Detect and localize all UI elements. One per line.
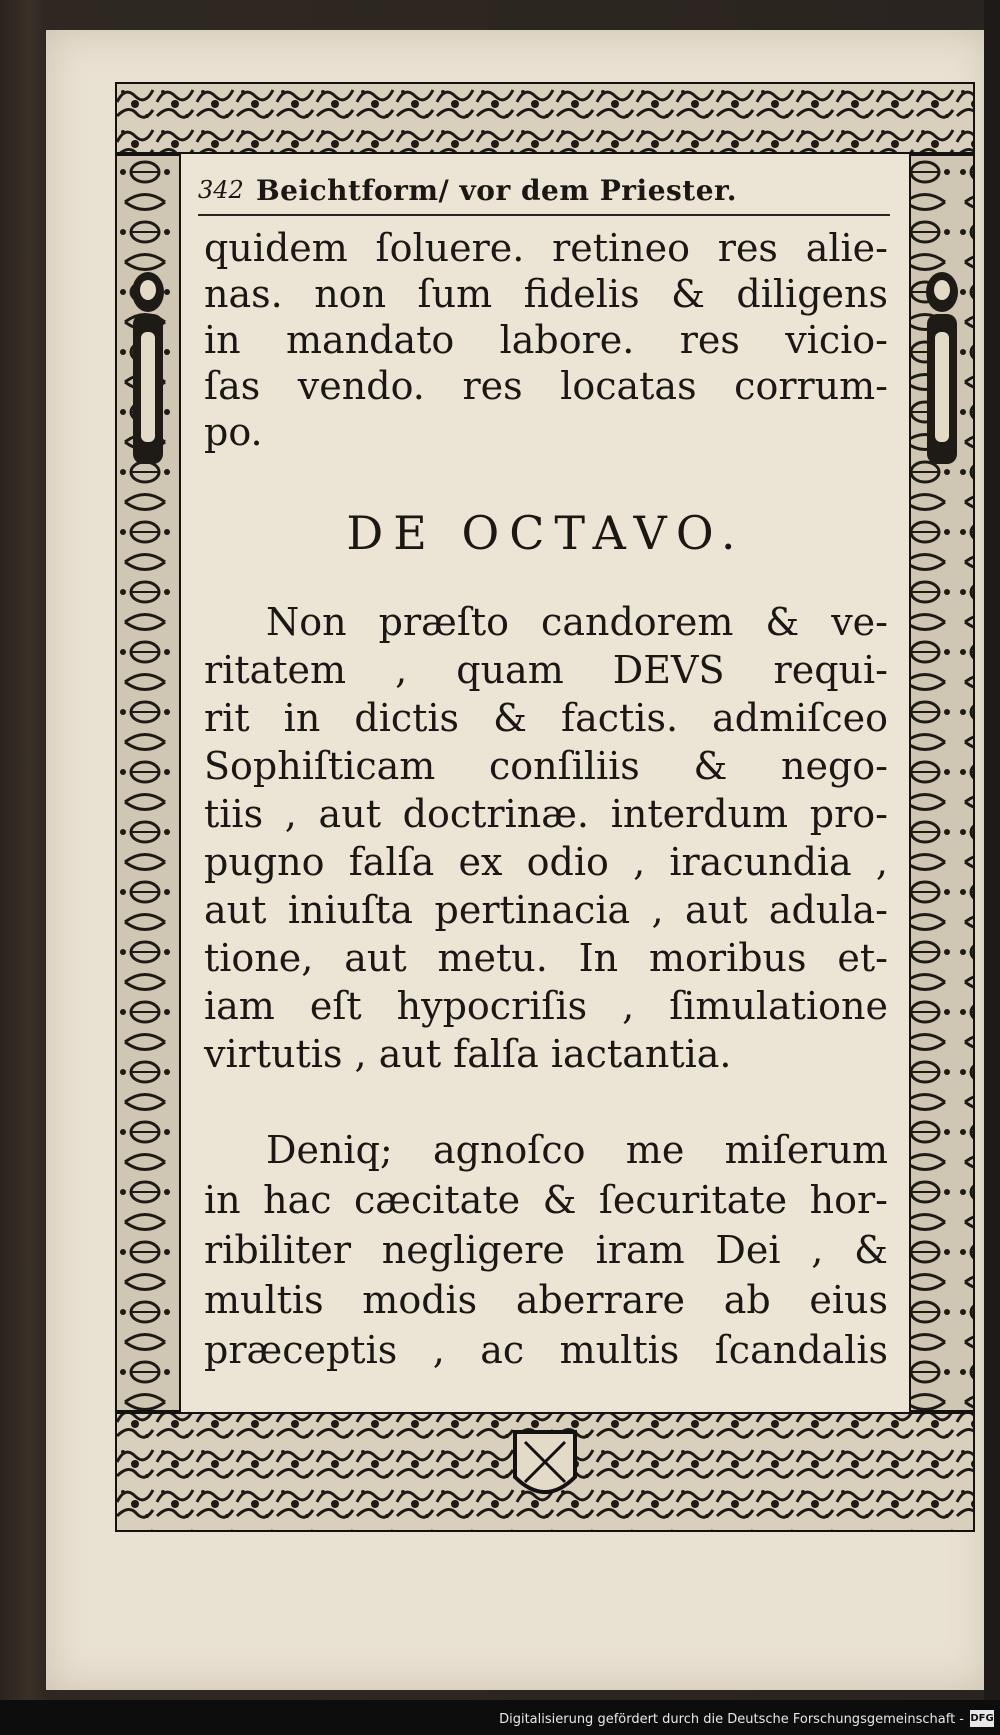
text-line: tiis , aut doctrinæ. interdum pro‐ bbox=[204, 792, 888, 836]
dfg-logo: DFG bbox=[970, 1710, 994, 1727]
text-line: ribiliter negligere iram Dei , & bbox=[204, 1228, 888, 1272]
text-line: po. bbox=[204, 410, 263, 454]
text-line: Deniq; agnoſco me miſerum bbox=[266, 1128, 888, 1172]
running-head bbox=[198, 174, 890, 216]
text-line: virtutis , aut falſa iactantia. bbox=[204, 1032, 732, 1076]
text-line: aut iniuſta pertinacia , aut adula‐ bbox=[204, 888, 888, 932]
section-heading: DE OCTAVO. bbox=[346, 506, 746, 560]
running-title: Beichtform/ vor dem Priester. bbox=[256, 174, 737, 207]
text-line: nas. non ſum fidelis & diligens bbox=[204, 272, 888, 316]
text-line: Non præſto candorem & ve‐ bbox=[266, 600, 888, 644]
text-line: Sophiſticam conſiliis & nego‐ bbox=[204, 744, 888, 788]
text-line: rit in dictis & factis. admiſceo bbox=[204, 696, 888, 740]
text-line: multis modis aberrare ab eius bbox=[204, 1278, 888, 1322]
text-line: in hac cæcitate & ſecuritate hor‐ bbox=[204, 1178, 888, 1222]
digitization-credit: Digitalisierung gefördert durch die Deutsche Forschungsgemeinschaft - bbox=[499, 1712, 964, 1727]
text-line: tione, aut metu. In moribus et‐ bbox=[204, 936, 888, 980]
text-line: præceptis , ac multis ſcandalis bbox=[204, 1328, 888, 1372]
text-line: ritatem , quam DEVS requi‐ bbox=[204, 648, 888, 692]
text-line: in mandato labore. res vicio‐ bbox=[204, 318, 888, 362]
text-line: pugno falſa ex odio , iracundia , bbox=[204, 840, 888, 884]
text-line: quidem ſoluere. retineo res alie‐ bbox=[204, 226, 888, 270]
page-number: 342 bbox=[198, 176, 244, 204]
text-line: ſas vendo. res locatas corrum‐ bbox=[204, 364, 888, 408]
page-edge-shadow bbox=[984, 0, 1000, 1700]
text-line: iam eſt hypocriſis , ſimulatione bbox=[204, 984, 888, 1028]
